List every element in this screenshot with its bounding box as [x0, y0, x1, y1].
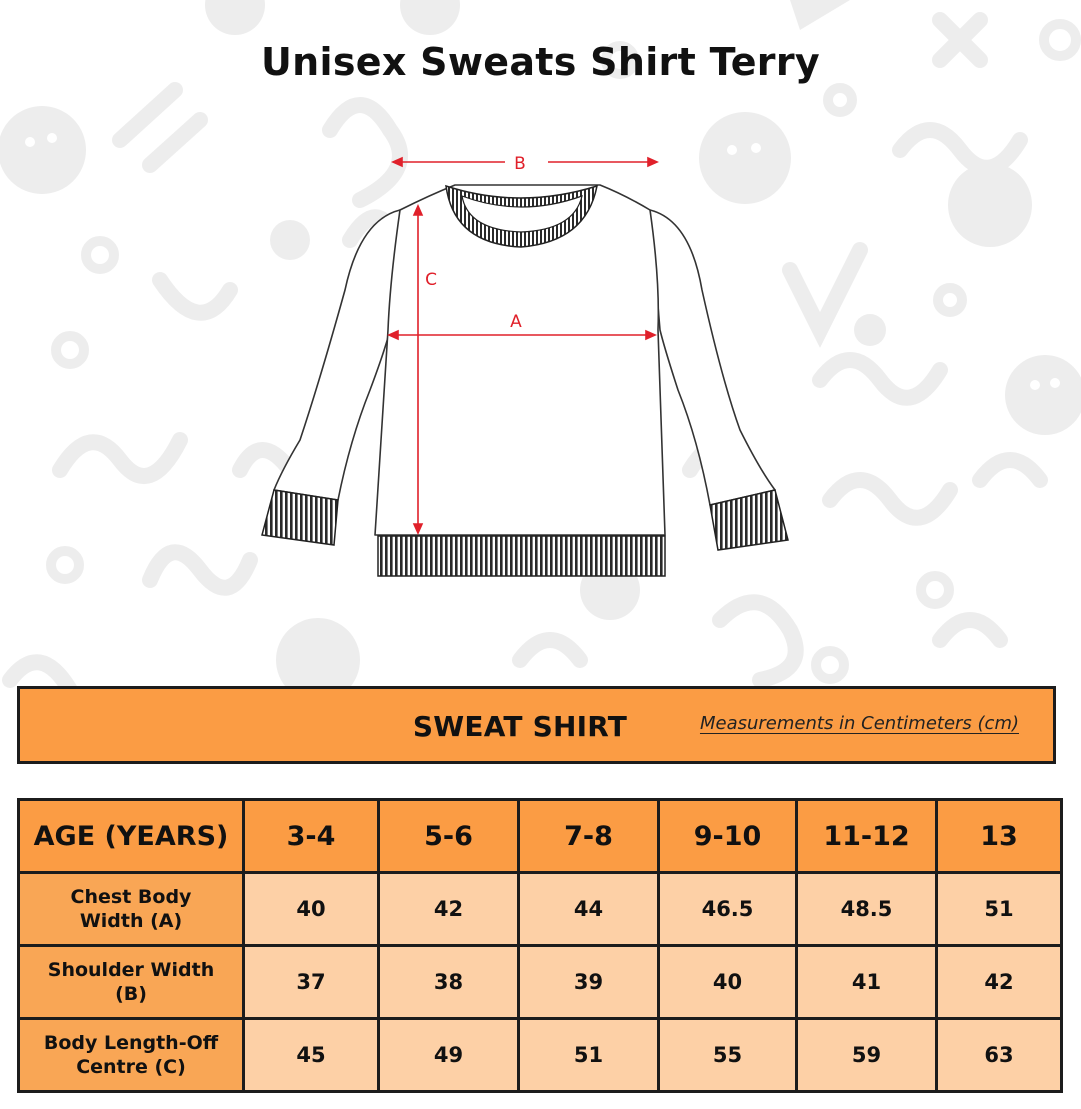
size-chart-table: [17, 798, 1063, 1093]
table-header-row: [19, 800, 1062, 873]
row-label: Shoulder Width (B): [19, 946, 244, 1019]
label-c: C: [425, 270, 437, 290]
left-cuff: [262, 490, 338, 545]
table-row: [19, 1019, 1062, 1092]
table-cell: 40: [244, 873, 379, 946]
label-b: B: [514, 154, 526, 174]
table-cell: 51: [519, 1019, 659, 1092]
age-column-header: 7-8: [519, 800, 659, 873]
table-banner: [17, 686, 1056, 764]
table-cell: 48.5: [797, 873, 937, 946]
table-cell: 63: [937, 1019, 1062, 1092]
age-column-header: 5-6: [379, 800, 519, 873]
sweatshirt-diagram: [240, 140, 840, 590]
table-cell: 39: [519, 946, 659, 1019]
table-cell: 55: [659, 1019, 797, 1092]
table-cell: 59: [797, 1019, 937, 1092]
age-column-header: 9-10: [659, 800, 797, 873]
table-cell: 40: [659, 946, 797, 1019]
table-cell: 45: [244, 1019, 379, 1092]
units-note: Measurements in Centimeters (cm): [699, 713, 1019, 734]
table-cell: 46.5: [659, 873, 797, 946]
table-cell: 42: [937, 946, 1062, 1019]
table-cell: 42: [379, 873, 519, 946]
age-header: AGE (YEARS): [19, 800, 244, 873]
row-label: Body Length-Off Centre (C): [19, 1019, 244, 1092]
table-cell: 51: [937, 873, 1062, 946]
age-column-header: 3-4: [244, 800, 379, 873]
age-column-header: 13: [937, 800, 1062, 873]
table-cell: 44: [519, 873, 659, 946]
banner-title: SWEAT SHIRT: [412, 710, 628, 743]
label-a: A: [510, 312, 522, 332]
table-row: [19, 873, 1062, 946]
table-row: [19, 946, 1062, 1019]
hem-band: [378, 536, 665, 576]
page-title: Unisex Sweats Shirt Terry: [261, 40, 820, 84]
row-label: Chest Body Width (A): [19, 873, 244, 946]
table-cell: 37: [244, 946, 379, 1019]
table-cell: 41: [797, 946, 937, 1019]
table-cell: 38: [379, 946, 519, 1019]
age-column-header: 11-12: [797, 800, 937, 873]
table-cell: 49: [379, 1019, 519, 1092]
